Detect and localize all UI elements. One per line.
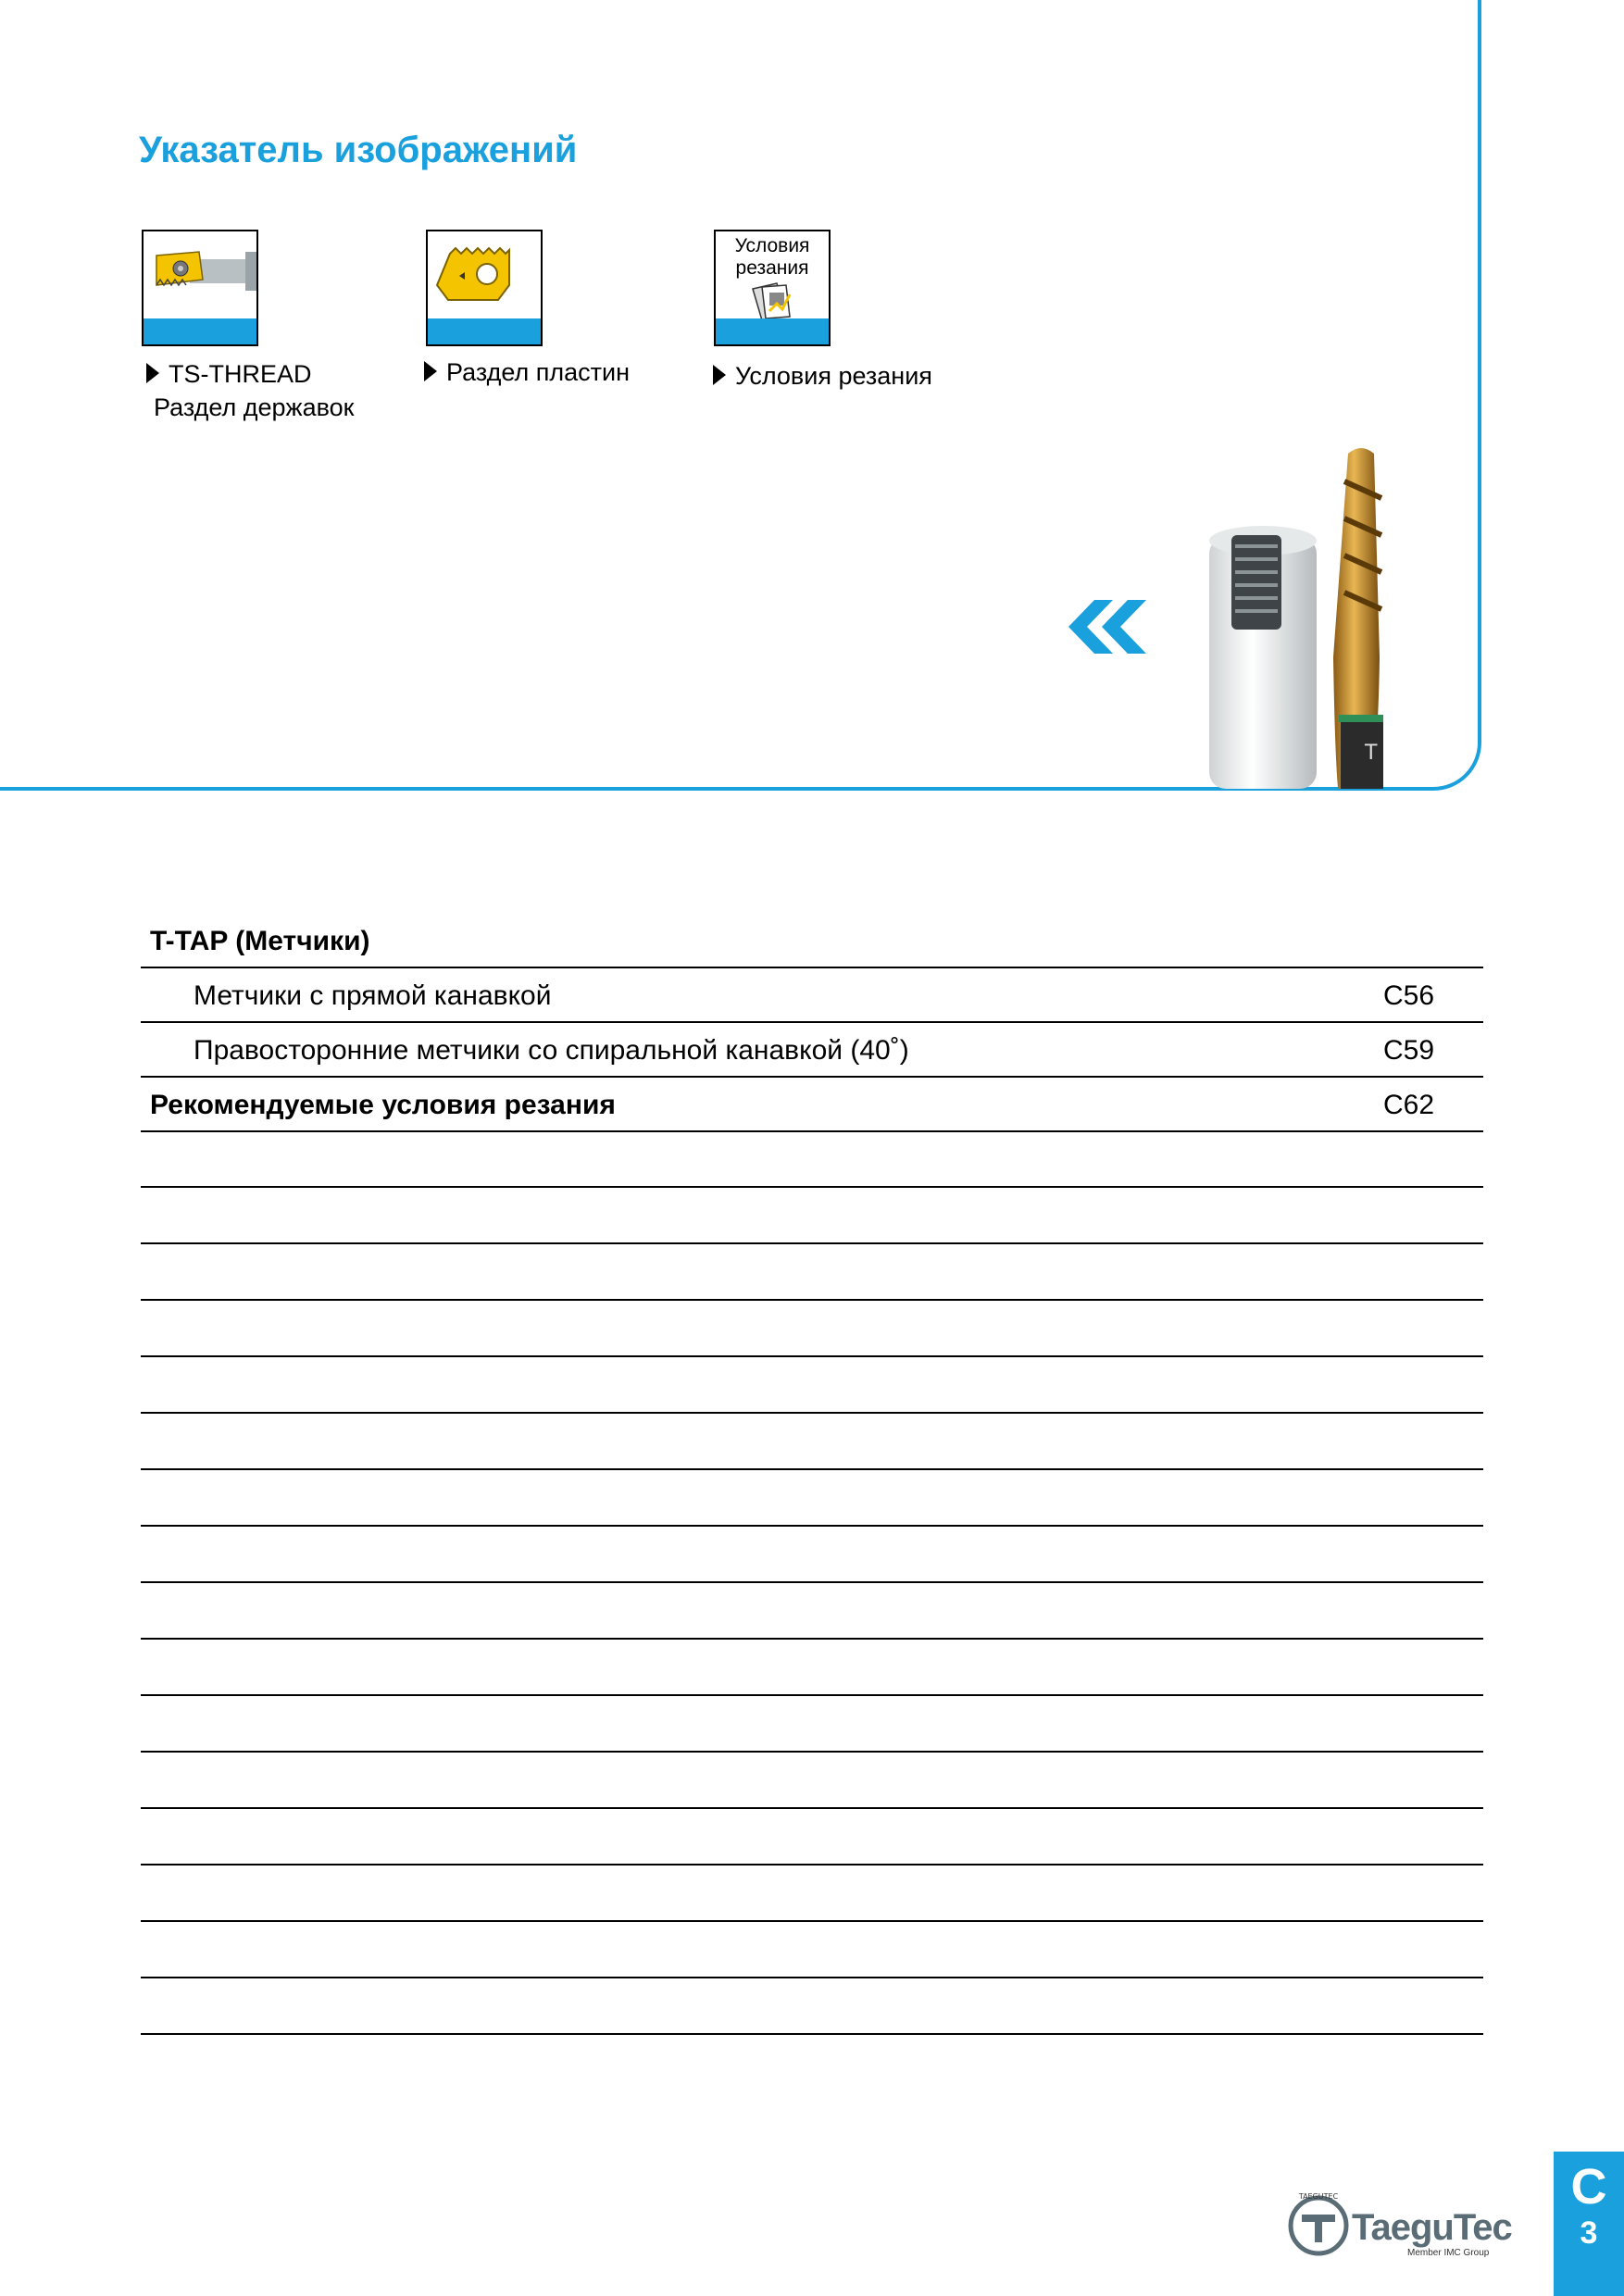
icon-band (428, 318, 541, 344)
empty-row (141, 1412, 1483, 1468)
section-tab[interactable] (1554, 2152, 1624, 2296)
empty-row (141, 1920, 1483, 1977)
empty-row (141, 1638, 1483, 1694)
row-page: C56 (1383, 980, 1435, 1011)
thread-holder-icon (144, 231, 256, 318)
row-label: Правосторонние метчики со спиральной канавкой (40˚) (194, 1035, 909, 1066)
inserts-section-icon[interactable] (426, 230, 543, 346)
icon-label: Условия (734, 235, 810, 256)
empty-row (141, 1468, 1483, 1525)
logo-member-text: Member IMC Group (1407, 2248, 1490, 2258)
logo-text: TaeguTec (1352, 2207, 1512, 2248)
page-title: Указатель изображений (139, 130, 578, 170)
insert-icon (428, 231, 541, 318)
holder-section-icon[interactable] (142, 230, 258, 346)
table-row[interactable] (141, 968, 1483, 1023)
caption-line: Условия резания (735, 362, 932, 390)
cutting-conditions-icon[interactable] (714, 230, 831, 346)
empty-row (141, 1242, 1483, 1299)
logo-badge-text: TAEGUTEC (1298, 2192, 1339, 2201)
row-label: Метчики с прямой канавкой (194, 980, 552, 1011)
holder-section-caption[interactable] (146, 357, 354, 424)
caption-line: Раздел державок (154, 393, 355, 421)
caption-line: Раздел пластин (446, 358, 630, 386)
row-page: C62 (1383, 1090, 1435, 1120)
icon-band (144, 318, 256, 344)
inserts-section-caption[interactable] (424, 356, 630, 389)
taegutec-logo-icon (1285, 2190, 1352, 2257)
row-page: C59 (1383, 1035, 1435, 1066)
empty-row (141, 1186, 1483, 1242)
product-mark: T (1365, 742, 1378, 765)
icon-label: резания (735, 257, 809, 279)
empty-row (141, 1751, 1483, 1807)
row-label: Рекомендуемые условия резания (150, 1090, 616, 1120)
page-number: 3 (1580, 2215, 1598, 2251)
chevron-right-icon (146, 363, 159, 383)
row-label: T-TAP (Метчики) (150, 926, 370, 956)
table-row[interactable] (141, 914, 1483, 968)
empty-row (141, 1694, 1483, 1751)
document-icon (749, 281, 799, 320)
chevron-right-icon (424, 361, 437, 381)
section-letter: C (1570, 2159, 1607, 2215)
chevron-right-icon (713, 365, 726, 385)
table-row[interactable] (141, 1078, 1483, 1132)
cutting-conditions-caption[interactable] (713, 359, 932, 393)
table-row[interactable] (141, 1023, 1483, 1078)
empty-row (141, 1525, 1483, 1581)
product-image (1194, 444, 1472, 789)
empty-row (141, 1299, 1483, 1355)
empty-rows (141, 1186, 1483, 2035)
empty-row (141, 1864, 1483, 1920)
empty-row (141, 1977, 1483, 2035)
double-chevron-left-icon (1067, 600, 1150, 654)
empty-row (141, 1581, 1483, 1638)
icon-band (716, 318, 829, 344)
empty-row (141, 1807, 1483, 1864)
empty-row (141, 1355, 1483, 1412)
caption-line: TS-THREAD (169, 360, 312, 388)
